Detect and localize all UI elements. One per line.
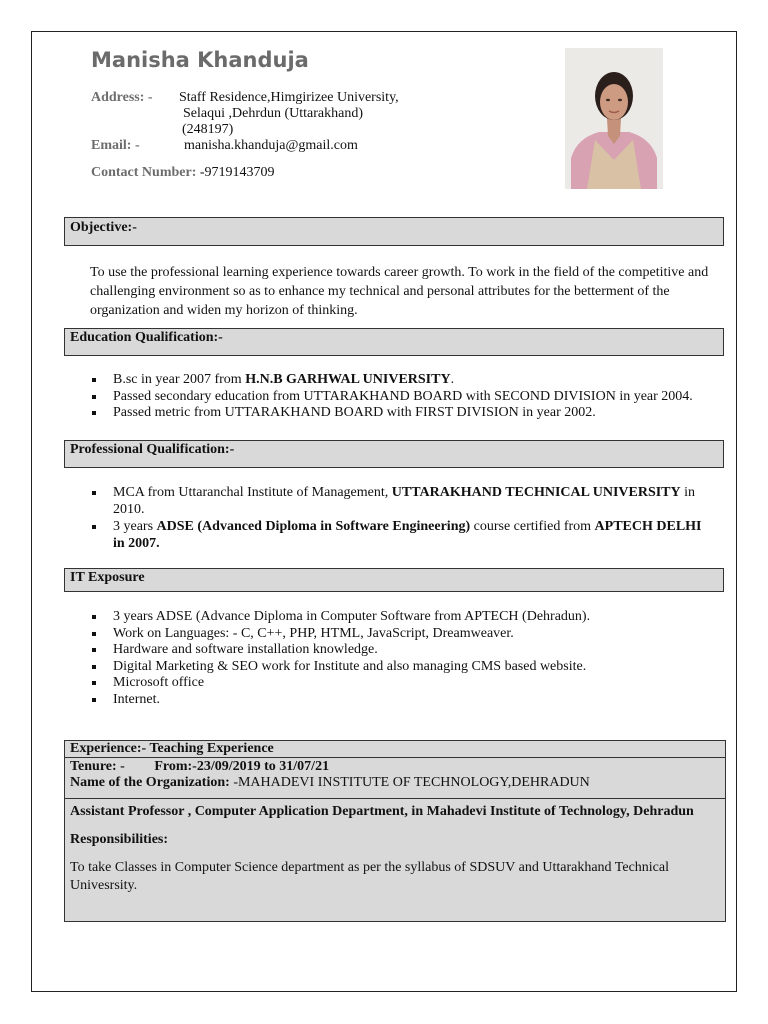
address-label: Address: -: [91, 90, 153, 105]
tenure-row: [65, 759, 725, 775]
list-item: Passed secondary education from UTTARAKHAND BOARD with SECOND DIVISION in year 2004.: [90, 389, 720, 406]
list-item: Passed metric from UTTARAKHAND BOARD with FIRST DIVISION in year 2002.: [90, 405, 720, 422]
email-label: Email: -: [91, 138, 140, 153]
contact-label: Contact Number:: [91, 165, 197, 180]
objective-text: To use the professional learning experience towards career growth. To work in the field of the competitive and challenging environment so as to enhance my technical and personal attributes for the betterment of the organization and widen my horizon of thinking.: [90, 265, 709, 318]
objective-heading: Objective:-: [64, 217, 724, 246]
responsibilities-text: To take Classes in Computer Science department as per the syllabus of SDSUV and Uttarakhand Technical Univesrsity.: [70, 860, 669, 893]
education-list: [90, 372, 720, 422]
professional-list: [90, 485, 715, 552]
education-heading: Education Qualification:-: [64, 328, 724, 356]
list-item: Hardware and software installation knowledge.: [90, 642, 720, 659]
address-line-3: (248197): [182, 122, 234, 137]
it-exposure-list: [90, 609, 720, 708]
experience-heading: Experience:- Teaching Experience: [70, 741, 274, 756]
list-item: Work on Languages: - C, C++, PHP, HTML, JavaScript, Dreamweaver.: [90, 626, 720, 643]
list-item: Digital Marketing & SEO work for Institute and also managing CMS based website.: [90, 659, 720, 676]
organization-row: [65, 775, 725, 791]
list-item: MCA from Uttaranchal Institute of Management, UTTARAKHAND TECHNICAL UNIVERSITY in 2010.: [90, 485, 715, 518]
tenure-label: Tenure: -: [70, 759, 125, 774]
organization-value: -MAHADEVI INSTITUTE OF TECHNOLOGY,DEHRADUN: [229, 775, 590, 790]
contact-line: [91, 165, 275, 181]
role-title: Assistant Professor , Computer Application Department, in Mahadevi Institute of Technology, Dehradun: [70, 804, 694, 819]
address-line-1: Staff Residence,Himgirizee University,: [179, 90, 399, 105]
list-item: Microsoft office: [90, 675, 720, 692]
list-item: B.sc in year 2007 from H.N.B GARHWAL UNIVERSITY.: [90, 372, 720, 389]
address-line-2: Selaqui ,Dehrdun (Uttarakhand): [183, 106, 363, 121]
professional-heading: Professional Qualification:-: [64, 440, 724, 468]
experience-section: [64, 740, 726, 922]
contact-value: -9719143709: [199, 165, 275, 180]
responsibilities-label: Responsibilities:: [70, 832, 169, 847]
tenure-value: From:-23/09/2019 to 31/07/21: [154, 759, 330, 774]
person-photo-icon: [565, 48, 663, 189]
list-item: 3 years ADSE (Advanced Diploma in Software Engineering) course certified from APTECH DELHI in 2007.: [90, 519, 715, 552]
list-item: Internet.: [90, 692, 720, 709]
it-exposure-heading: IT Exposure: [64, 568, 724, 592]
profile-photo: [565, 48, 663, 189]
organization-label: Name of the Organization:: [70, 775, 230, 790]
email-value[interactable]: manisha.khanduja@gmail.com: [184, 138, 358, 153]
candidate-name: Manisha Khanduja: [91, 48, 309, 72]
list-item: 3 years ADSE (Advance Diploma in Computer Software from APTECH (Dehradun).: [90, 609, 720, 626]
